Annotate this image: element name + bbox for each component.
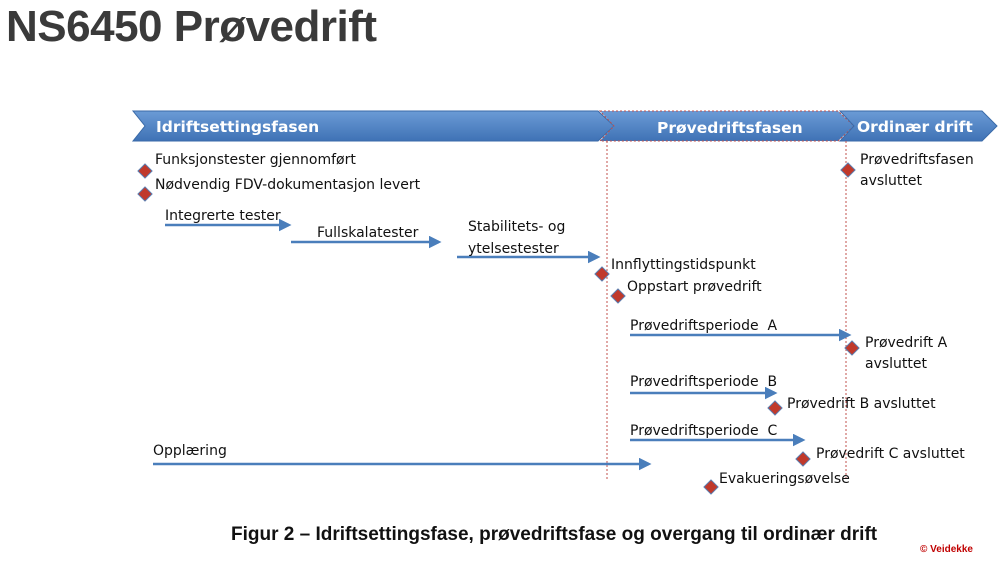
milestone-label-provedrift-a-2: avsluttet [865,356,928,372]
figure-caption: Figur 2 – Idriftsettingsfase, prøvedriftsfase og overgang til ordinær drift [231,524,878,545]
milestone-label-oppstart: Oppstart prøvedrift [627,279,762,295]
page-title: NS6450 Prøvedrift [6,2,377,51]
phase-label-ordinaer: Ordinær drift [857,118,973,136]
activity-label-stabilitets-2: ytelsestester [468,241,559,257]
milestone-label-provedrift-c: Prøvedrift C avsluttet [816,446,965,462]
milestone-marker-oppstart [611,289,625,303]
milestone-label-provedrift-b: Prøvedrift B avsluttet [787,396,936,412]
milestone-label-fdv: Nødvendig FDV-dokumentasjon levert [155,177,421,193]
milestone-marker-evakuering [704,480,718,494]
activity-label-periode-c: Prøvedriftsperiode C [630,423,778,439]
milestone-marker-provedriftsfasen [841,163,855,177]
copyright-notice: © Veidekke [920,544,973,555]
milestone-label-provedriftsfasen-2: avsluttet [860,173,923,189]
milestone-label-innflytting: Innflyttingstidspunkt [611,257,756,273]
milestone-marker-fdv [138,187,152,201]
activity-label-stabilitets-1: Stabilitets- og [468,219,566,235]
milestone-marker-provedrift-b [768,401,782,415]
activity-label-periode-b: Prøvedriftsperiode B [630,374,778,390]
activity-label-opplaering: Opplæring [153,443,227,459]
milestone-marker-funksjonstester [138,164,152,178]
milestone-marker-provedrift-a [845,341,859,355]
milestone-marker-provedrift-c [796,452,810,466]
milestone-label-provedrift-a-1: Prøvedrift A [865,335,948,351]
milestone-label-provedriftsfasen-1: Prøvedriftsfasen [860,152,974,168]
milestone-label-evakuering: Evakueringsøvelse [719,471,850,487]
activity-label-fullskala: Fullskalatester [317,225,419,241]
activity-label-integrerte: Integrerte tester [165,208,281,224]
phase-label-idriftsetting: Idriftsettingsfasen [156,118,320,136]
phase-label-provedrift: Prøvedriftsfasen [657,119,803,137]
milestone-label-funksjonstester: Funksjonstester gjennomført [155,152,356,168]
activity-label-periode-a: Prøvedriftsperiode A [630,318,778,334]
